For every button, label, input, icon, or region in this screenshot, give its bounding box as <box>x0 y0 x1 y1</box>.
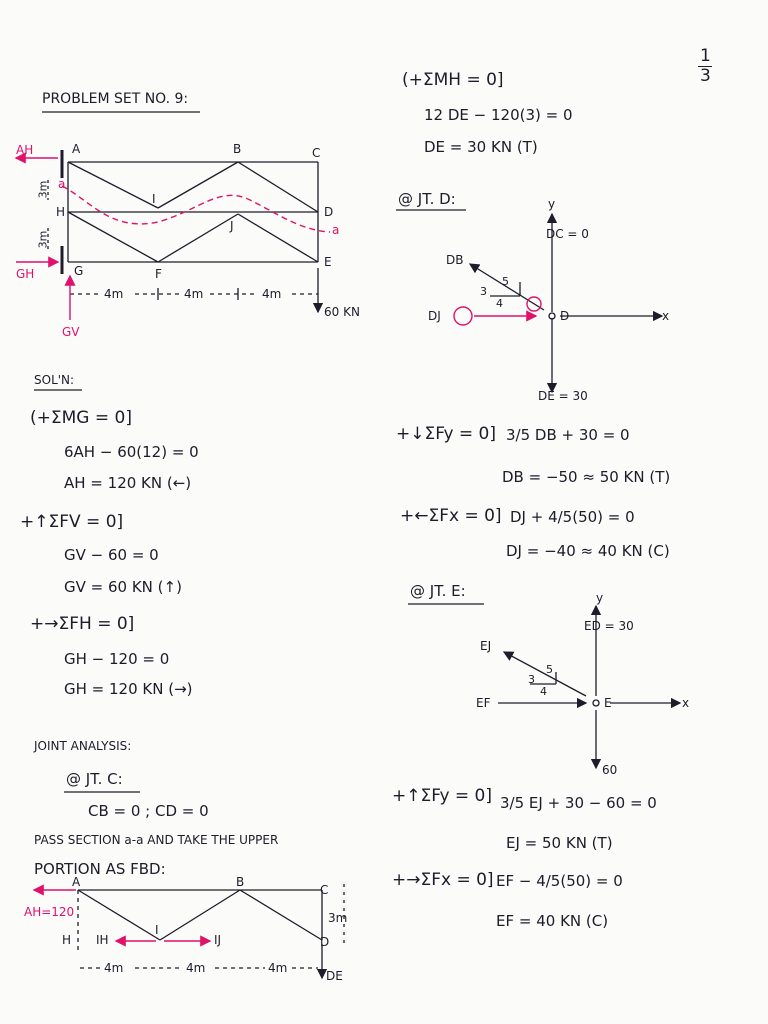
jt-c-equation: CB = 0 ; CD = 0 <box>88 802 209 820</box>
span-4m-3: 4m <box>262 287 282 301</box>
mh-line1: 12 DE − 120(3) = 0 <box>424 106 573 124</box>
fbd-label-I: I <box>155 923 159 937</box>
dim-3m-top: 3m <box>36 180 50 199</box>
fy-result: DB = −50 ≈ 50 KN (T) <box>502 468 671 486</box>
fx-result: DJ = −40 ≈ 40 KN (C) <box>506 542 670 560</box>
label-B: B <box>233 142 242 156</box>
fy-head: +↓ΣFy = 0] <box>396 424 497 444</box>
page-number-bottom: 3 <box>700 66 711 86</box>
label-C: C <box>312 146 321 160</box>
span-4m-2: 4m <box>184 287 204 301</box>
fbd-IH: IH <box>96 933 109 947</box>
problem-title: PROBLEM SET NO. 9: <box>42 91 189 107</box>
jt-d-DB: DB <box>446 253 464 267</box>
fbd-label-D: D <box>320 935 330 949</box>
efy-result: EJ = 50 KN (T) <box>506 834 613 852</box>
section-label-a-left: a <box>58 177 66 191</box>
efy-head: +↑ΣFy = 0] <box>392 786 493 806</box>
fbd-IJ: IJ <box>214 933 222 947</box>
jt-d-tri-5: 5 <box>502 275 509 288</box>
eq2-line2: GV = 60 KN (↑) <box>64 578 182 596</box>
jt-e-EF: EF <box>476 696 491 710</box>
eq3-line1: GH − 120 = 0 <box>64 650 170 668</box>
jt-e-EJ: EJ <box>480 639 492 653</box>
reaction-AH: AH <box>16 143 34 157</box>
efx-equation: EF − 4/5(50) = 0 <box>496 872 623 890</box>
fbd-DE: DE <box>326 969 343 983</box>
fbd-AH: AH=120 <box>24 905 75 919</box>
reaction-GH: GH <box>16 267 35 281</box>
eq1-line2: AH = 120 KN (←) <box>64 474 192 492</box>
fbd-label-H: H <box>62 933 72 947</box>
section-label-a-right: a <box>332 223 340 237</box>
jt-d-tri-3: 3 <box>480 285 487 298</box>
fbd-label-A: A <box>72 875 81 889</box>
jt-e-60: 60 <box>602 763 618 777</box>
eq1-line1: 6AH − 60(12) = 0 <box>64 443 199 461</box>
mh-head: (+ΣMH = 0] <box>402 70 504 90</box>
label-E: E <box>324 255 332 269</box>
soln-heading: SOL'N: <box>34 373 75 387</box>
label-F: F <box>155 267 162 281</box>
eq3-line2: GH = 120 KN (→) <box>64 680 193 698</box>
jt-d-DC: DC = 0 <box>546 227 589 241</box>
jt-e-E: E <box>604 696 612 710</box>
efx-result: EF = 40 KN (C) <box>496 912 609 930</box>
span-4m-1: 4m <box>104 287 124 301</box>
label-I: I <box>152 192 156 206</box>
jt-e-heading: @ JT. E: <box>410 582 466 600</box>
fx-head: +←ΣFx = 0] <box>400 506 502 526</box>
jt-e-x-axis: x <box>682 696 690 710</box>
jt-c-heading: @ JT. C: <box>66 770 123 788</box>
jt-d-tri-4: 4 <box>496 297 503 310</box>
fbd-label-B: B <box>236 875 245 889</box>
label-D: D <box>324 205 334 219</box>
jt-e-ED: ED = 30 <box>584 619 634 633</box>
jt-e-tri-3: 3 <box>528 673 535 686</box>
efy-equation: 3/5 EJ + 30 − 60 = 0 <box>500 794 657 812</box>
label-J: J <box>230 219 234 233</box>
eq2-head: +↑ΣFV = 0] <box>20 512 124 532</box>
page-number-top: 1 <box>700 46 711 66</box>
mh-line2: DE = 30 KN (T) <box>424 138 538 156</box>
fx-equation: DJ + 4/5(50) = 0 <box>510 508 635 526</box>
eq2-line1: GV − 60 = 0 <box>64 546 159 564</box>
jt-d-x-axis: x <box>662 309 670 323</box>
label-G: G <box>74 264 84 278</box>
label-H: H <box>56 205 66 219</box>
jt-d-heading: @ JT. D: <box>398 190 456 208</box>
efx-head: +→ΣFx = 0] <box>392 870 494 890</box>
jt-e-tri-4: 4 <box>540 685 547 698</box>
pass-section-line1: PASS SECTION a-a AND TAKE THE UPPER <box>34 833 279 847</box>
fbd-span-1: 4m <box>104 961 124 975</box>
jt-d-DE: DE = 30 <box>538 389 588 403</box>
pass-section-line2: PORTION AS FBD: <box>34 860 166 878</box>
jt-d-DJ: DJ <box>428 309 441 323</box>
fbd-dim-3m: 3m <box>328 911 348 925</box>
jt-d-D: D <box>560 309 570 323</box>
eq3-head: +→ΣFH = 0] <box>30 614 135 634</box>
joint-analysis-heading: JOINT ANALYSIS: <box>34 739 132 753</box>
label-A: A <box>72 142 81 156</box>
fbd-label-C: C <box>320 883 329 897</box>
reaction-GV: GV <box>62 325 80 339</box>
dim-3m-bottom: 3m <box>36 230 50 249</box>
jt-e-tri-5: 5 <box>546 663 553 676</box>
fbd-span-2: 4m <box>186 961 206 975</box>
eq1-head: (+ΣMG = 0] <box>30 408 132 428</box>
load-60kn: 60 KN <box>324 305 360 319</box>
fbd-span-3: 4m <box>268 961 288 975</box>
jt-e-y-axis: y <box>596 591 604 605</box>
jt-d-y-axis: y <box>548 197 556 211</box>
fy-equation: 3/5 DB + 30 = 0 <box>506 426 630 444</box>
